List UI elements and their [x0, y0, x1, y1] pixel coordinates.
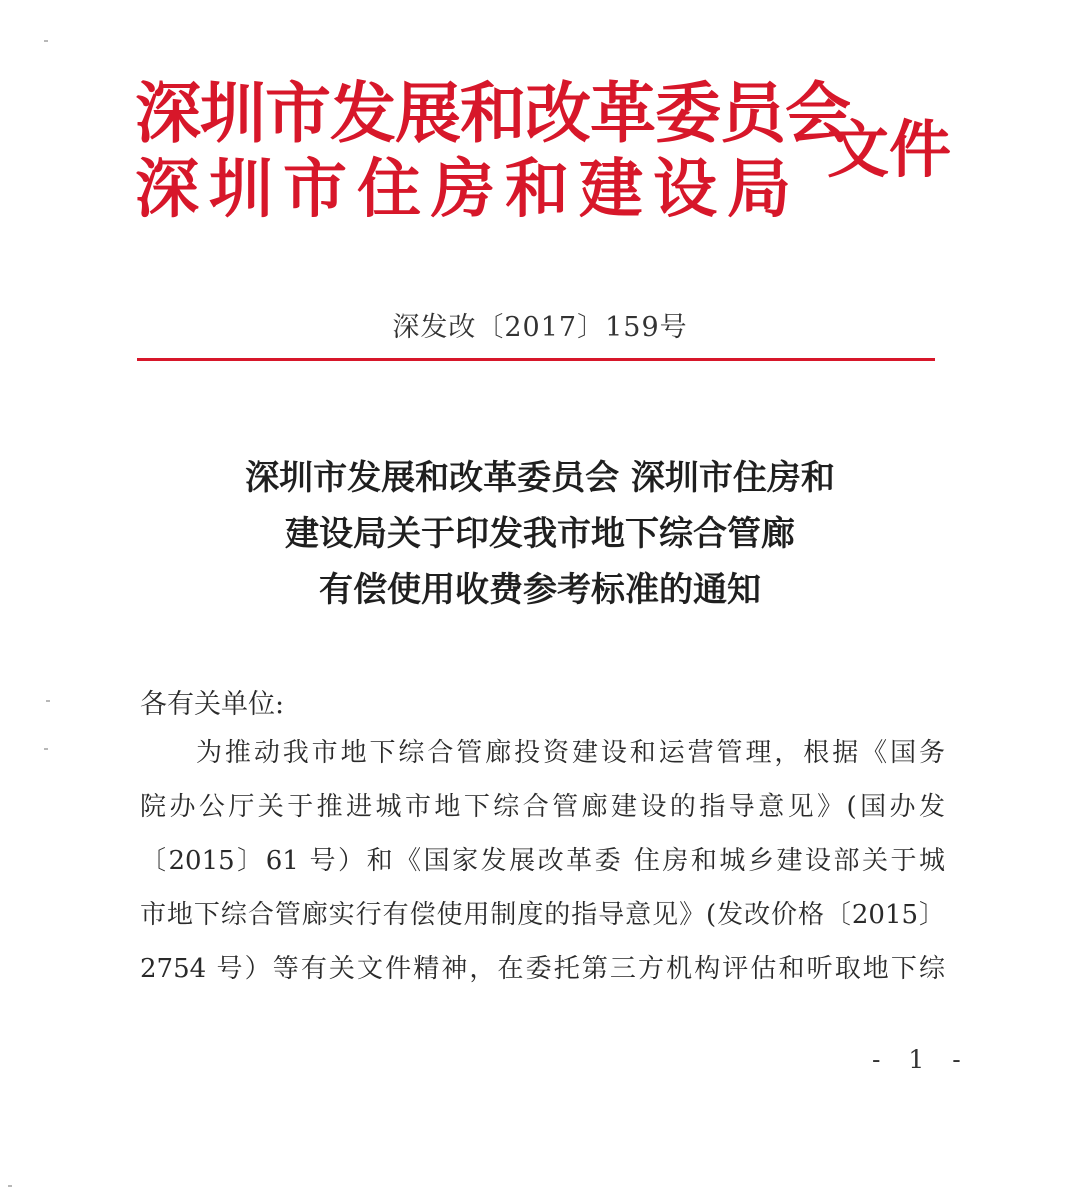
document-number: 深发改〔2017〕159号 [392, 312, 688, 343]
title-line-3: 有偿使用收费参考标准的通知 [319, 570, 761, 610]
body-paragraph [140, 733, 945, 1003]
document-title [0, 450, 1080, 618]
page-number: - 1 - [872, 1045, 971, 1074]
title-line-1: 深圳市发展和改革委员会 深圳市住房和 [245, 458, 835, 498]
body-line-5: 2754 号）等有关文件精神，在委托第三方机构评估和听取地下综 [140, 954, 945, 984]
body-line-3: 〔2015〕61 号）和《国家发展改革委 住房和城乡建设部关于城 [140, 846, 945, 876]
body-line-1: 为推动我市地下综合管廊投资建设和运营管理，根据《国务 [196, 738, 945, 768]
issuing-agency-1: 深圳市发展和改革委员会 [135, 75, 850, 152]
issuing-agency-2: 深圳市住房和建设局 [135, 153, 801, 227]
body-line-4: 市地下综合管廊实行有偿使用制度的指导意见》(发改价格〔2015〕 [140, 900, 945, 930]
header-divider [137, 358, 935, 361]
document-type-label: 文件 [827, 113, 952, 186]
scan-speck [8, 1185, 12, 1187]
scan-speck [44, 748, 48, 750]
scan-speck [46, 700, 50, 702]
document-header [135, 60, 965, 227]
scan-speck [44, 40, 48, 42]
salutation: 各有关单位: [140, 689, 285, 720]
title-line-2: 建设局关于印发我市地下综合管廊 [285, 514, 795, 554]
body-line-2: 院办公厅关于推进城市地下综合管廊建设的指导意见》(国办发 [140, 792, 945, 822]
